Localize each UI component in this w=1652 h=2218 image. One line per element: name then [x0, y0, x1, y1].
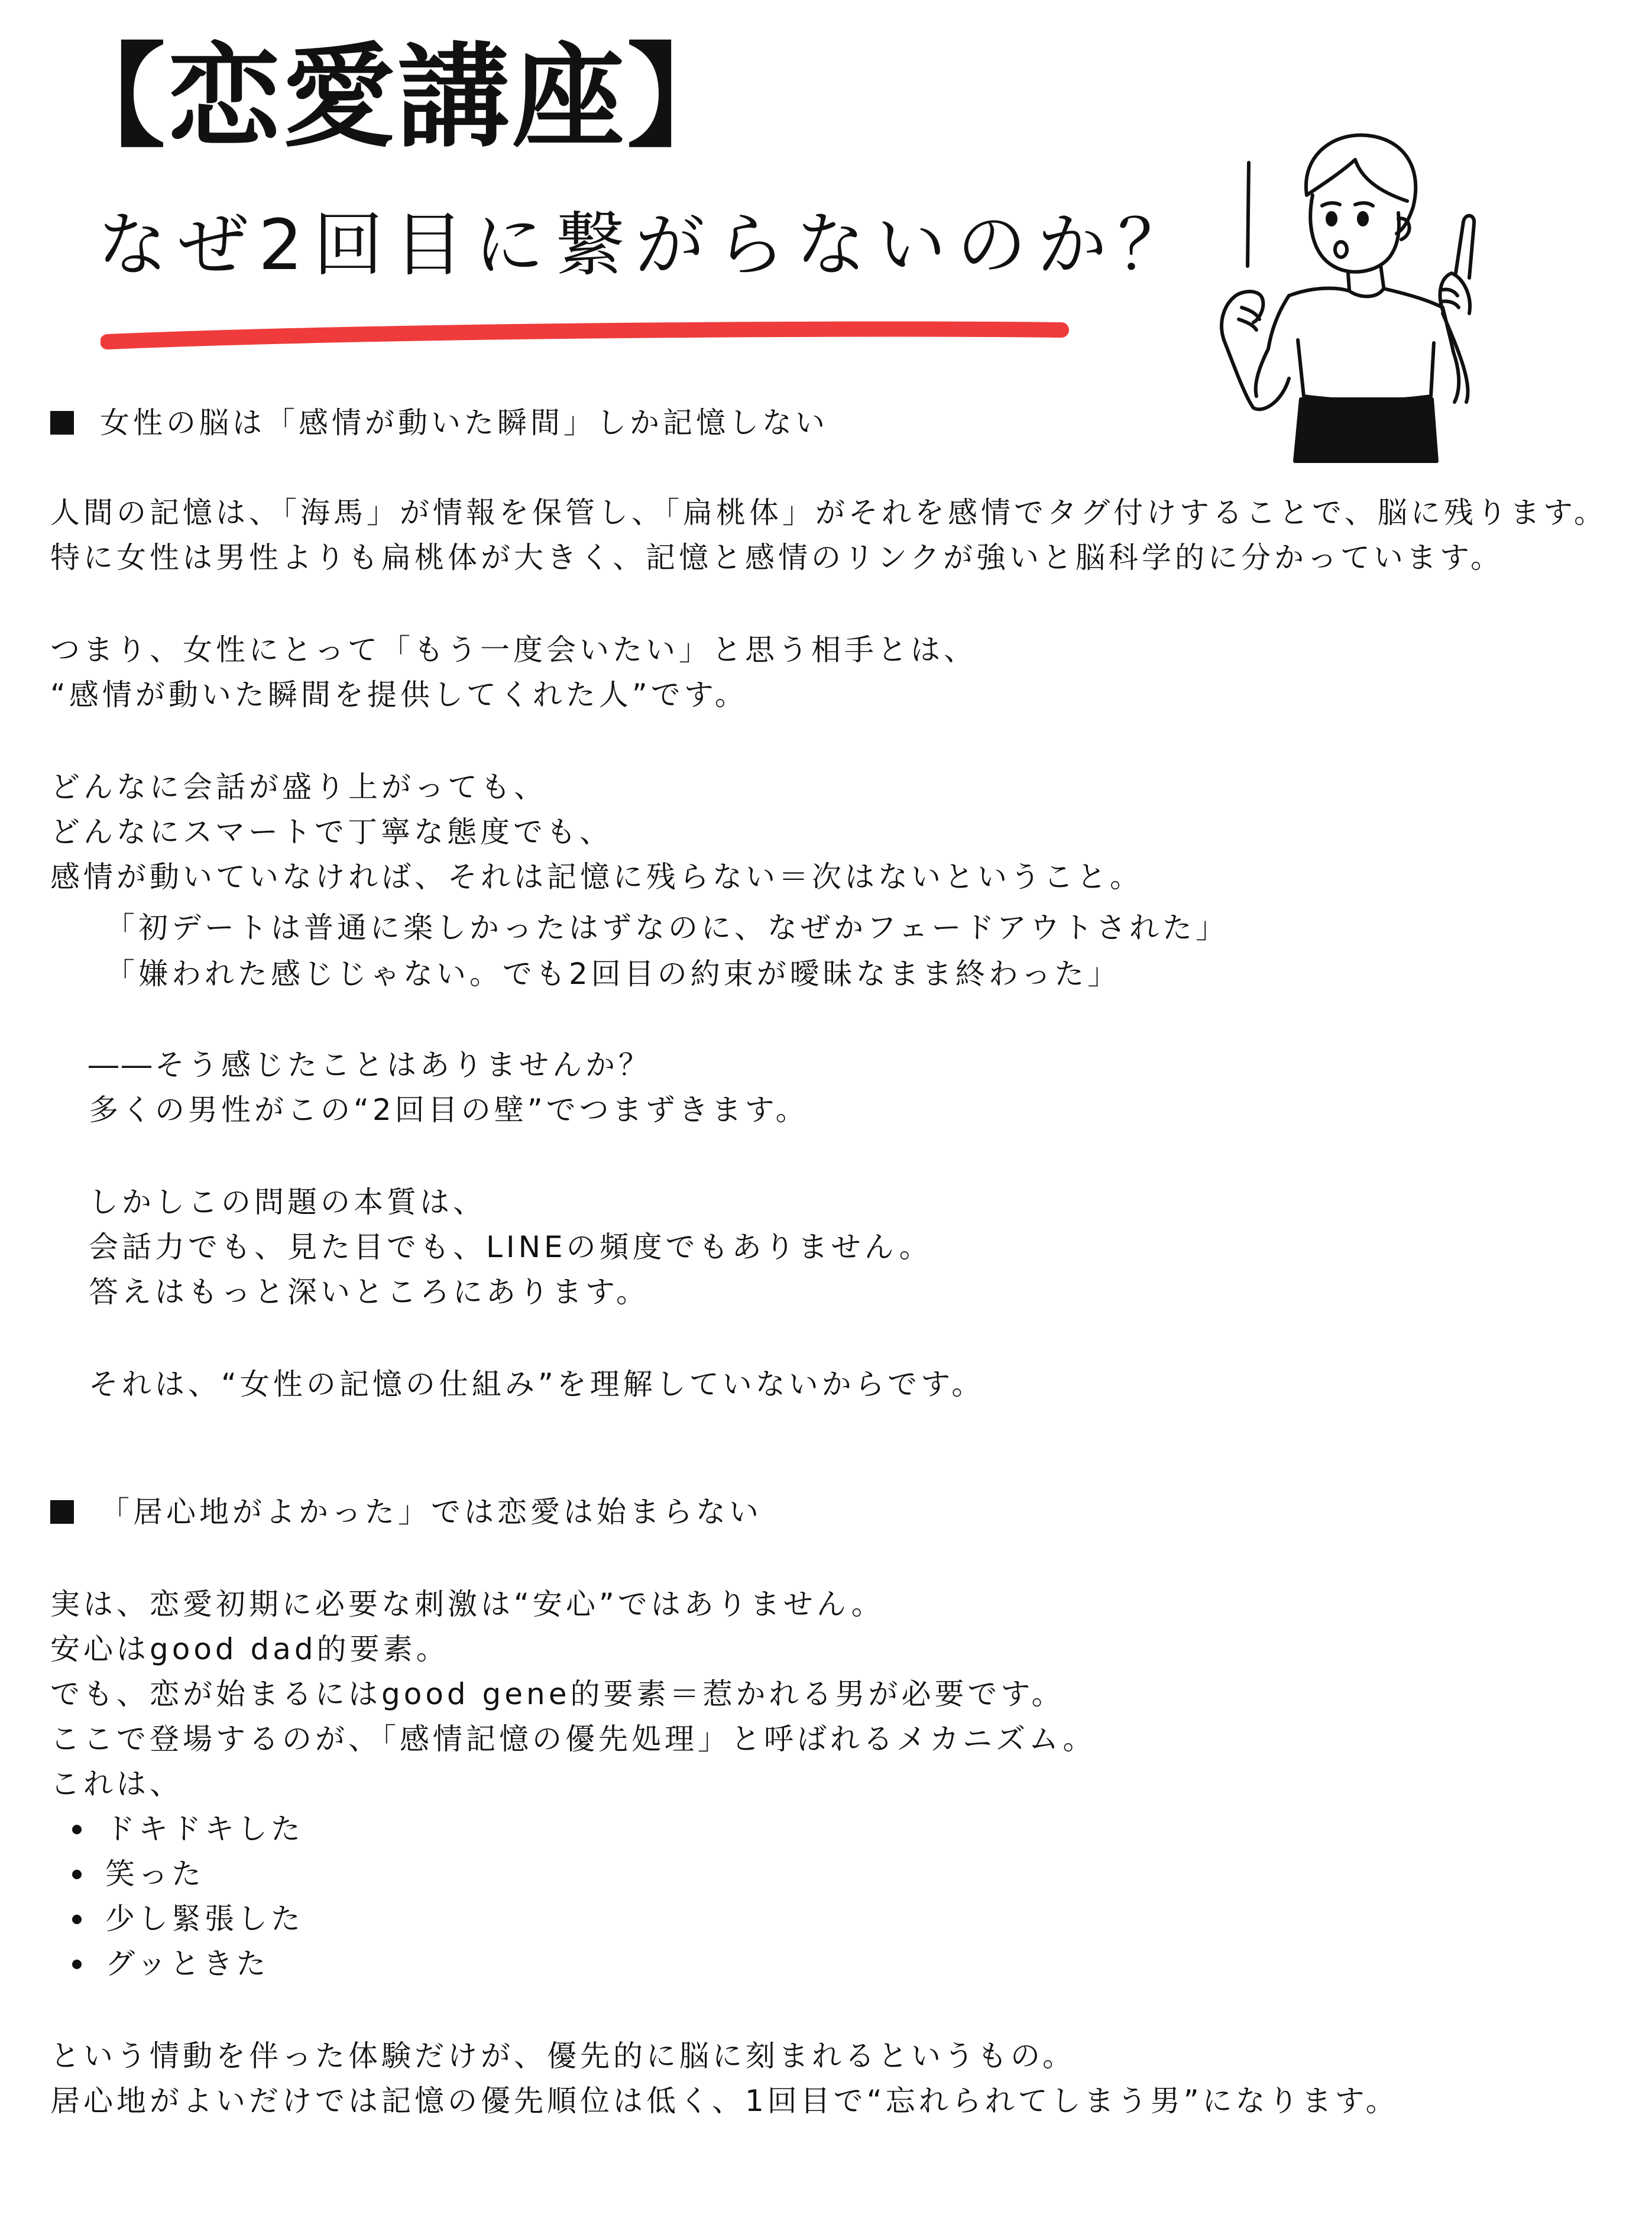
square-bullet-icon	[50, 1500, 74, 1524]
bullet-dot-icon	[72, 1915, 82, 1924]
paragraph-line: 実は、恋愛初期に必要な刺激は“安心”ではありません。	[50, 1587, 885, 1621]
paragraph-line: 安心はgood dad的要素。	[50, 1632, 449, 1666]
section1-heading	[50, 408, 828, 438]
paragraph-line: 特に女性は男性よりも扁桃体が大きく、記憶と感情のリンクが強いと脳科学的に分かっています。	[50, 540, 1504, 575]
paragraph-line: でも、恋が始まるにはgood gene的要素＝惹かれる男が必要です。	[50, 1677, 1065, 1711]
page-title: 【恋愛講座】	[53, 32, 742, 163]
list-item-text: 笑った	[105, 1857, 205, 1891]
paragraph-line: ここで登場するのが、「感情記憶の優先処理」と呼ばれるメカニズム。	[50, 1722, 1096, 1756]
list-item-text: ドキドキした	[105, 1812, 304, 1846]
paragraph-line: 居心地がよいだけでは記憶の優先順位は低く、1回目で“忘れられてしまう男”になります。	[50, 2084, 1399, 2118]
list-item	[72, 1904, 304, 1934]
paragraph-line: それは、“女性の記憶の仕組み”を理解していないからです。	[89, 1367, 985, 1401]
section1-heading-text: 女性の脳は「感情が動いた瞬間」しか記憶しない	[100, 406, 828, 440]
paragraph-line: どんなに会話が盛り上がっても、	[50, 770, 547, 804]
section2-heading	[50, 1497, 762, 1527]
list-item-text: グッときた	[105, 1947, 270, 1981]
paragraph-line: どんなにスマートで丁寧な態度でも、	[50, 815, 613, 849]
paragraph-line: 答えはもっと深いところにあります。	[89, 1275, 649, 1309]
paragraph-line: 人間の記憶は、「海馬」が情報を保管し、「扁桃体」がそれを感情でタグ付けすることで、脳に残ります。	[50, 496, 1607, 530]
bullet-dot-icon	[72, 1825, 82, 1834]
paragraph-line: 会話力でも、見た目でも、LINEの頻度でもありません。	[89, 1230, 932, 1264]
paragraph-line: つまり、女性にとって「もう一度会いたい」と思う相手とは、	[50, 633, 977, 667]
list-item	[72, 1859, 205, 1889]
quote-line: 「初デートは普通に楽しかったはずなのに、なぜかフェードアウトされた」	[105, 911, 1229, 945]
bullet-dot-icon	[72, 1870, 82, 1879]
list-item-text: 少し緊張した	[105, 1902, 304, 1936]
section2-heading-text: 「居心地がよかった」では恋愛は始まらない	[100, 1495, 762, 1529]
square-bullet-icon	[50, 411, 74, 435]
paragraph-line: ――そう感じたことはありませんか？	[89, 1048, 652, 1082]
paragraph-line: “感情が動いた瞬間を提供してくれた人”です。	[50, 678, 748, 712]
list-item	[72, 1949, 270, 1979]
list-item	[72, 1814, 304, 1844]
paragraph-line: しかしこの問題の本質は、	[89, 1185, 486, 1219]
teacher-with-pointer-icon	[1200, 118, 1484, 473]
paragraph-line: 感情が動いていなければ、それは記憶に残らない＝次はないということ。	[50, 860, 1143, 894]
accent-underline	[101, 319, 1070, 355]
paragraph-line: 多くの男性がこの“2回目の壁”でつまずきます。	[89, 1093, 809, 1127]
quote-line: 「嫌われた感じじゃない。でも2回目の約束が曖昧なまま終わった」	[105, 957, 1121, 991]
paragraph-line: という情動を伴った体験だけが、優先的に脳に刻まれるというもの。	[50, 2039, 1076, 2073]
paragraph-line: これは、	[50, 1767, 183, 1801]
bullet-dot-icon	[72, 1960, 82, 1969]
page-subtitle: なぜ2回目に繋がらないのか？	[98, 204, 1198, 286]
